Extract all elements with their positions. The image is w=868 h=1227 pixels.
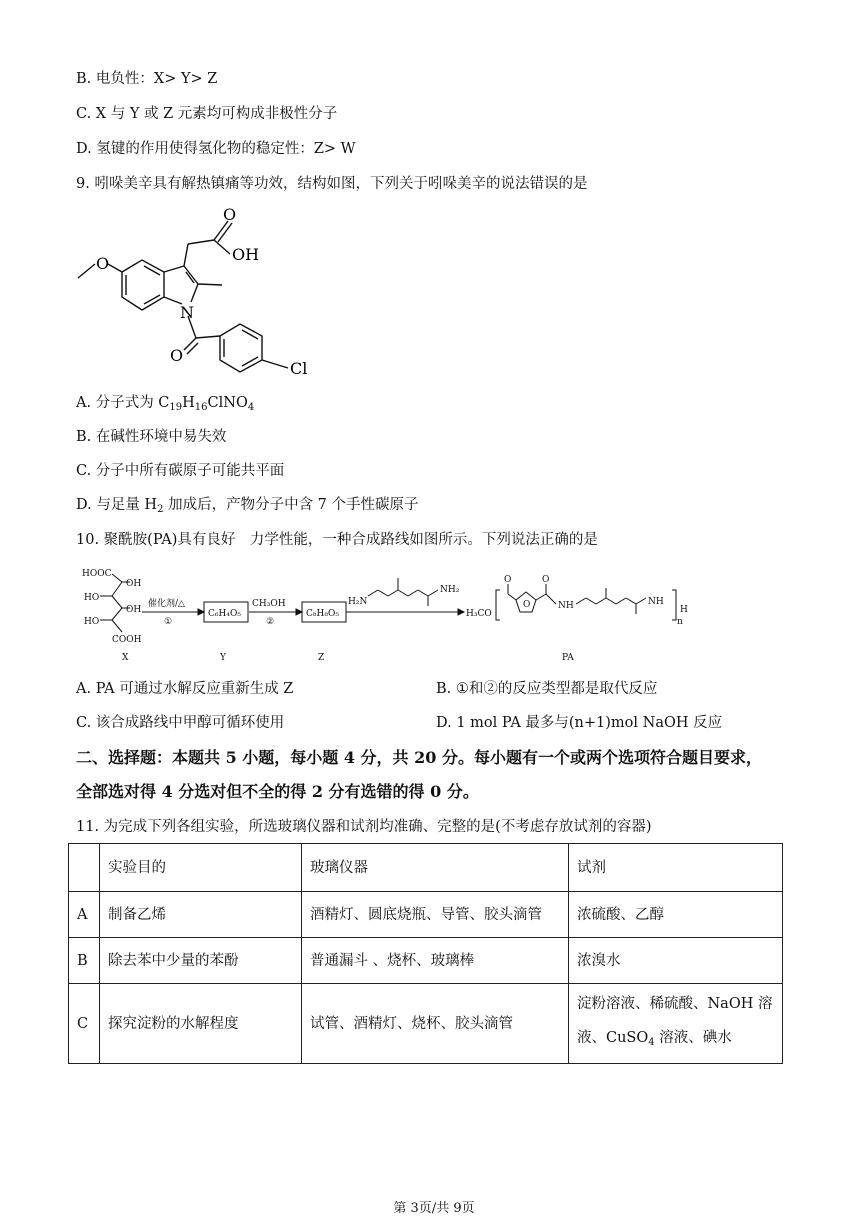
x-label-cooh: COOH	[112, 635, 142, 645]
table-header-row	[69, 844, 783, 892]
q11-table	[68, 843, 783, 1064]
label-y: Y	[220, 653, 226, 663]
struct-label-o-methoxy: O	[96, 254, 110, 273]
section2-heading-line1: 二、选择题：本题共 5 小题，每小题 4 分，共 20 分。每小题有一个或两个选项符合题目要求，	[76, 748, 762, 767]
label-z: Z	[318, 653, 325, 663]
label-pa: PA	[562, 653, 574, 663]
table-cell: 浓硫酸、乙醇	[569, 892, 783, 938]
table-cell: A	[69, 892, 100, 938]
q9-option-d: D. 与足量 $H_2$ 加成后，产物分子中含 7 个手性碳原子	[76, 497, 419, 515]
step2-reagent: CH₃OH	[252, 599, 286, 609]
pa-methoxy-end: H₃CO	[466, 609, 492, 619]
q10-option-a: A. PA 可通过水解反应重新生成 Z	[76, 681, 294, 697]
step2-number: ②	[266, 617, 275, 627]
table-cell: 浓溴水	[569, 938, 783, 984]
table-cell: 制备乙烯	[100, 892, 302, 938]
pa-nh-2: NH	[648, 597, 664, 607]
pa-carbonyl-o-1: O	[504, 575, 512, 585]
pa-furan-o: O	[523, 600, 531, 610]
page-footer: 第 3页/共 9页	[393, 1201, 475, 1216]
struct-label-n: N	[180, 303, 194, 322]
q9-option-c: C. 分子中所有碳原子可能共平面	[76, 463, 285, 479]
table-cell: 试管、酒精灯、烧杯、胶头滴管	[302, 984, 569, 1064]
struct-label-cl: Cl	[290, 359, 308, 378]
x-label-ho-2: HO	[84, 617, 100, 627]
table-cell: 酒精灯、圆底烧瓶、导管、胶头滴管	[302, 892, 569, 938]
section2-heading-line2: 全部选对得 4 分选对但不全的得 2 分有选错的得 0 分。	[76, 782, 479, 801]
table-cell: 除去苯中少量的苯酚	[100, 938, 302, 984]
pa-carbonyl-o-2: O	[542, 575, 550, 585]
label-x: X	[122, 653, 129, 663]
diamine-nh2: NH₂	[440, 585, 460, 595]
q8-option-d: D. 氢键的作用使得氢化物的稳定性：Z> W	[76, 141, 356, 157]
x-label-oh-2: OH	[126, 605, 142, 615]
q9-option-a: A. 分子式为 $C_{19}H_{16}ClNO_4$	[76, 395, 255, 413]
q8-option-c: C. X 与 Y 或 Z 元素均可构成非极性分子	[76, 106, 338, 122]
q9-option-b: B. 在碱性环境中易失效	[76, 429, 227, 445]
pa-n-subscript: n	[677, 617, 683, 627]
struct-label-o-amide: O	[170, 346, 184, 365]
table-cell: B	[69, 938, 100, 984]
struct-label-o-carbonyl: O	[223, 205, 237, 224]
diamine-h2n: H₂N	[348, 597, 368, 607]
step1-number: ①	[164, 617, 173, 627]
q10-option-b: B. ①和②的反应类型都是取代反应	[436, 681, 658, 697]
pa-end-h: H	[680, 605, 688, 615]
table-header-cell: 玻璃仪器	[302, 844, 569, 892]
pa-synthesis-scheme	[72, 558, 692, 668]
table-cell: C	[69, 984, 100, 1064]
q11-stem: 11. 为完成下列各组实验，所选玻璃仪器和试剂均准确、完整的是(不考虑存放试剂的容器)	[76, 819, 652, 835]
q10-option-c: C. 该合成路线中甲醇可循环使用	[76, 715, 285, 731]
table-row	[69, 938, 783, 984]
q8-option-b: B. 电负性：X> Y> Z	[76, 71, 218, 87]
table-header-cell	[69, 844, 100, 892]
x-label-oh-1: OH	[126, 579, 142, 589]
table-cell: 淀粉溶液、稀硫酸、NaOH 溶 液、CuSO$_4$ 溶液、碘水	[569, 984, 783, 1064]
table-header-cell: 试剂	[569, 844, 783, 892]
table-cell: 普通漏斗 、烧杯、玻璃棒	[302, 938, 569, 984]
table-cell: 探究淀粉的水解程度	[100, 984, 302, 1064]
indomethacin-structure	[60, 200, 330, 385]
table-header-cell: 实验目的	[100, 844, 302, 892]
x-label-ho-1: HO	[84, 593, 100, 603]
y-formula: C₆H₄O₅	[208, 609, 241, 619]
q9-stem: 9. 吲哚美辛具有解热镇痛等功效，结构如图，下列关于吲哚美辛的说法错误的是	[76, 176, 588, 192]
struct-label-oh: OH	[232, 245, 260, 264]
q10-option-d: D. 1 mol PA 最多与(n+1)mol NaOH 反应	[436, 715, 723, 731]
table-row	[69, 892, 783, 938]
z-formula: C₈H₈O₅	[306, 609, 339, 619]
x-label-hooc: HOOC	[82, 569, 112, 579]
q10-stem: 10. 聚酰胺(PA)具有良好 力学性能，一种合成路线如图所示。下列说法正确的是	[76, 532, 598, 548]
table-row	[69, 984, 783, 1064]
step1-reagent: 催化剂/△	[148, 599, 185, 609]
pa-nh-1: NH	[558, 601, 574, 611]
